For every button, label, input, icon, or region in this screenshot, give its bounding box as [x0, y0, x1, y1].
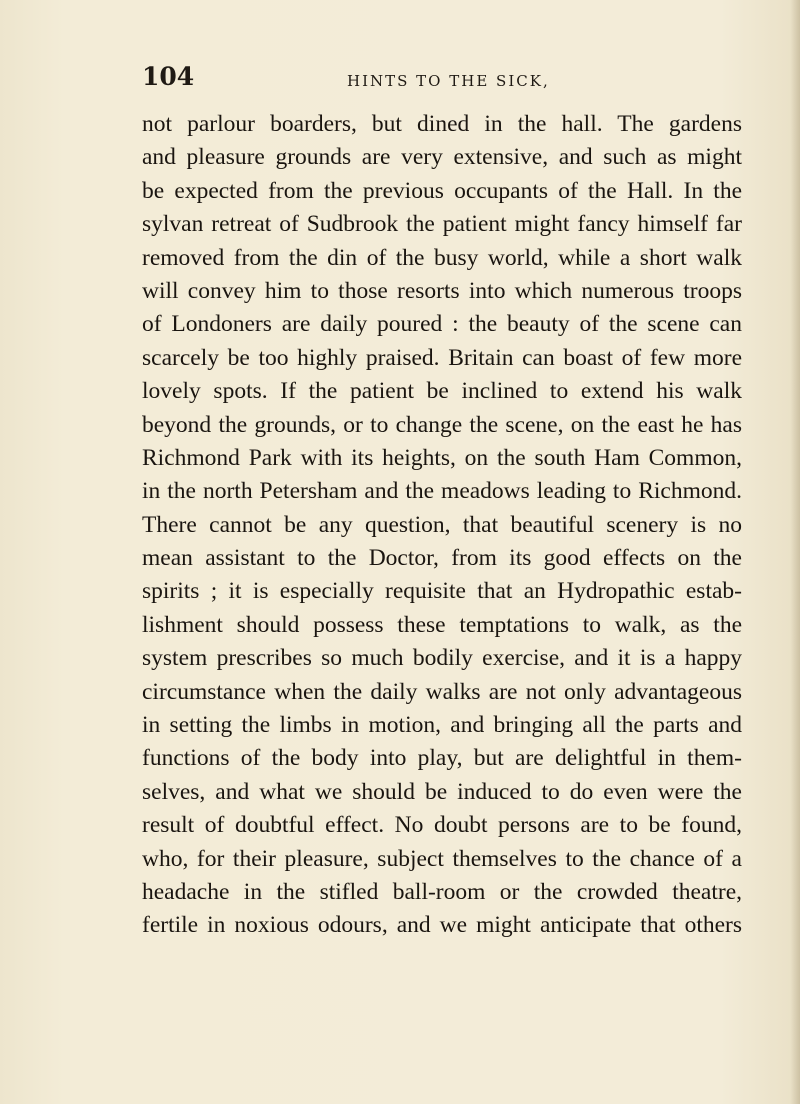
body-text	[142, 108, 742, 943]
text-line: in the north Petersham and the meadows leading to Richmond.	[142, 478, 742, 505]
text-line: will convey him to those resorts into which numerous troops	[142, 277, 742, 304]
text-line: spirits ; it is especially requisite that an Hydropathic estab-	[142, 578, 742, 605]
text-line: headache in the stifled ball-room or the crowded theatre,	[142, 878, 742, 905]
text-line: and pleasure grounds are very extensive, and such as might	[142, 144, 742, 171]
text-line: lishment should possess these temptations to walk, as the	[142, 611, 742, 638]
text-line: mean assistant to the Doctor, from its good effects on the	[142, 545, 742, 572]
text-line: There cannot be any question, that beautiful scenery is no	[142, 511, 742, 538]
text-line: result of doubtful effect. No doubt persons are to be found,	[142, 812, 742, 839]
text-line: system prescribes so much bodily exercise, and it is a happy	[142, 645, 742, 672]
text-line: in setting the limbs in motion, and bringing all the parts and	[142, 712, 742, 739]
text-line: scarcely be too highly praised. Britain can boast of few more	[142, 344, 742, 371]
text-line: of Londoners are daily poured : the beauty of the scene can	[142, 311, 742, 338]
running-title: HINTS TO THE SICK,	[347, 72, 550, 90]
text-line: not parlour boarders, but dined in the hall. The gardens	[142, 111, 742, 137]
text-line: Richmond Park with its heights, on the south Ham Common,	[142, 444, 742, 471]
text-line: fertile in noxious odours, and we might anticipate that others	[142, 912, 742, 939]
text-line: be expected from the previous occupants of the Hall. In the	[142, 177, 742, 204]
text-line: circumstance when the daily walks are not only advantageous	[142, 678, 742, 705]
page-edge-shadow	[790, 0, 800, 1104]
running-head	[142, 62, 742, 102]
text-line: lovely spots. If the patient be inclined to extend his walk	[142, 378, 742, 405]
page-number: 104	[142, 62, 195, 91]
text-line: who, for their pleasure, subject themselves to the chance of a	[142, 845, 742, 872]
text-line: beyond the grounds, or to change the scene, on the east he has	[142, 411, 742, 438]
text-line: selves, and what we should be induced to do even were the	[142, 778, 742, 805]
text-line: removed from the din of the busy world, while a short walk	[142, 244, 742, 271]
text-line: functions of the body into play, but are delightful in them-	[142, 745, 742, 772]
text-line: sylvan retreat of Sudbrook the patient might fancy himself far	[142, 211, 742, 238]
